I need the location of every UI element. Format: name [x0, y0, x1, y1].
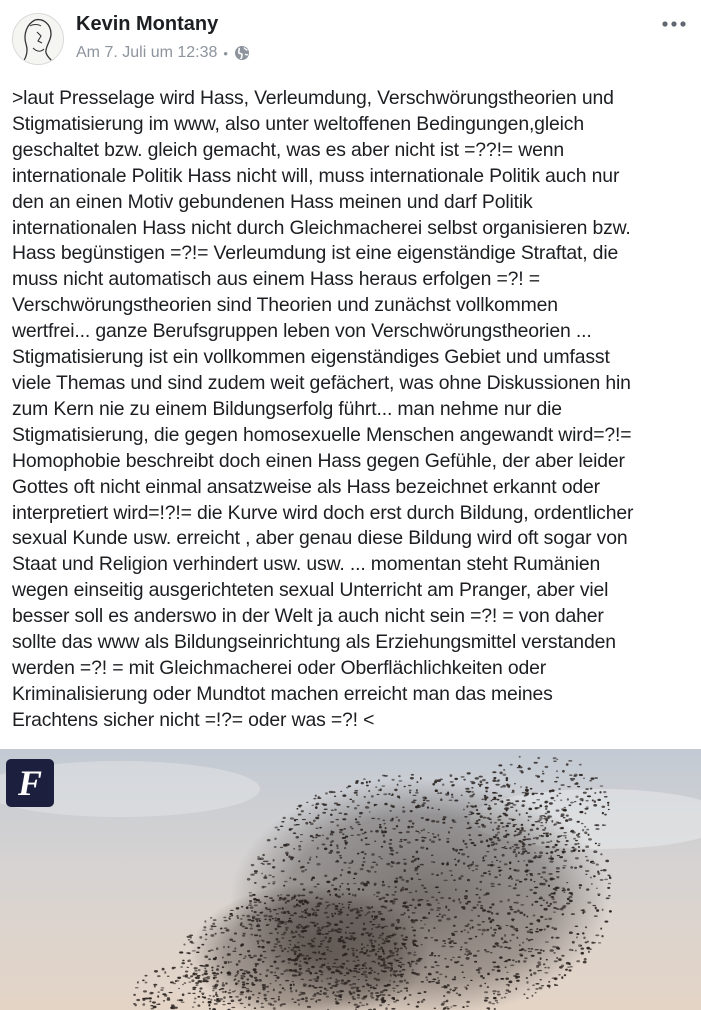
ellipsis-icon [662, 21, 686, 27]
publisher-logo[interactable] [6, 759, 54, 807]
more-options-button[interactable] [661, 14, 687, 34]
meta-separator: • [223, 45, 228, 61]
post-attachment-image[interactable] [0, 749, 701, 1010]
bird-flock-image [0, 749, 701, 1010]
avatar-sketch-icon [13, 14, 64, 65]
post-meta [76, 43, 250, 63]
post-text: >laut Presselage wird Hass, Verleumdung, Verschwörungstheorien und Stigmatisierung im www, also unter weltoffenen Bedingungen,gleich geschaltet bzw. gleich gemacht, was es aber nicht ist =??!= wenn internationale Politik Hass nicht will, muss internationale Politik auch nur den an einen Motiv gebundenen Hass meinen und darf Politik internationalen Hass nicht durch Gleichmacherei selbst organisieren bzw. Hass begünstigen =?!= Verleumdung ist eine eigenständige Straftat, die muss nicht automatisch aus einem Hass heraus erfolgen =?! = Verschwörungstheorien sind Theorien und zunächst vollkommen wertfrei... ganze Berufsgruppen leben von Verschwörungstheorien ... Stigmatisierung ist ein vollkommen eigenständiges Gebiet und umfasst viele Themas und sind zudem weit gefächert, was ohne Diskussionen hin zum Kern nie zu einem Bildungserfolg führt... man nehme nur die Stigmatisierung, die gegen homosexuelle Menschen angewandt wird=?!= Homophobie beschreibt doch einen Hass gegen Gefühle, der aber leider Gottes oft nicht einmal ansatzweise als Hass bezeichnet erkannt oder interpretiert wird=!?!= die Kurve wird doch erst durch Bildung, ordentlicher sexual Kunde usw. erreicht , aber genau diese Bildung wird oft sogar von Staat und Religion verhindert usw. usw. ... momentan steht Rumänien wegen einseitig ausgerichteten sexual Unterricht am Pranger, aber viel besser soll es anderswo in der Welt ja auch nicht sein =?! = von daher sollte das www als Bildungseinrichtung als Erziehungsmittel verstanden werden =?! = mit Gleichmacherei oder Oberflächlichkeiten oder Kriminalisierung oder Mundtot machen erreicht man das meines Erachtens sicher nicht =!?= oder was =?! < [12, 87, 634, 731]
post-header [0, 0, 701, 78]
publisher-logo-letter: F [17, 763, 42, 803]
post-timestamp[interactable]: Am 7. Juli um 12:38 [76, 44, 218, 61]
author-name[interactable]: Kevin Montany [76, 13, 219, 35]
avatar[interactable] [12, 13, 64, 65]
globe-icon[interactable] [234, 45, 250, 61]
